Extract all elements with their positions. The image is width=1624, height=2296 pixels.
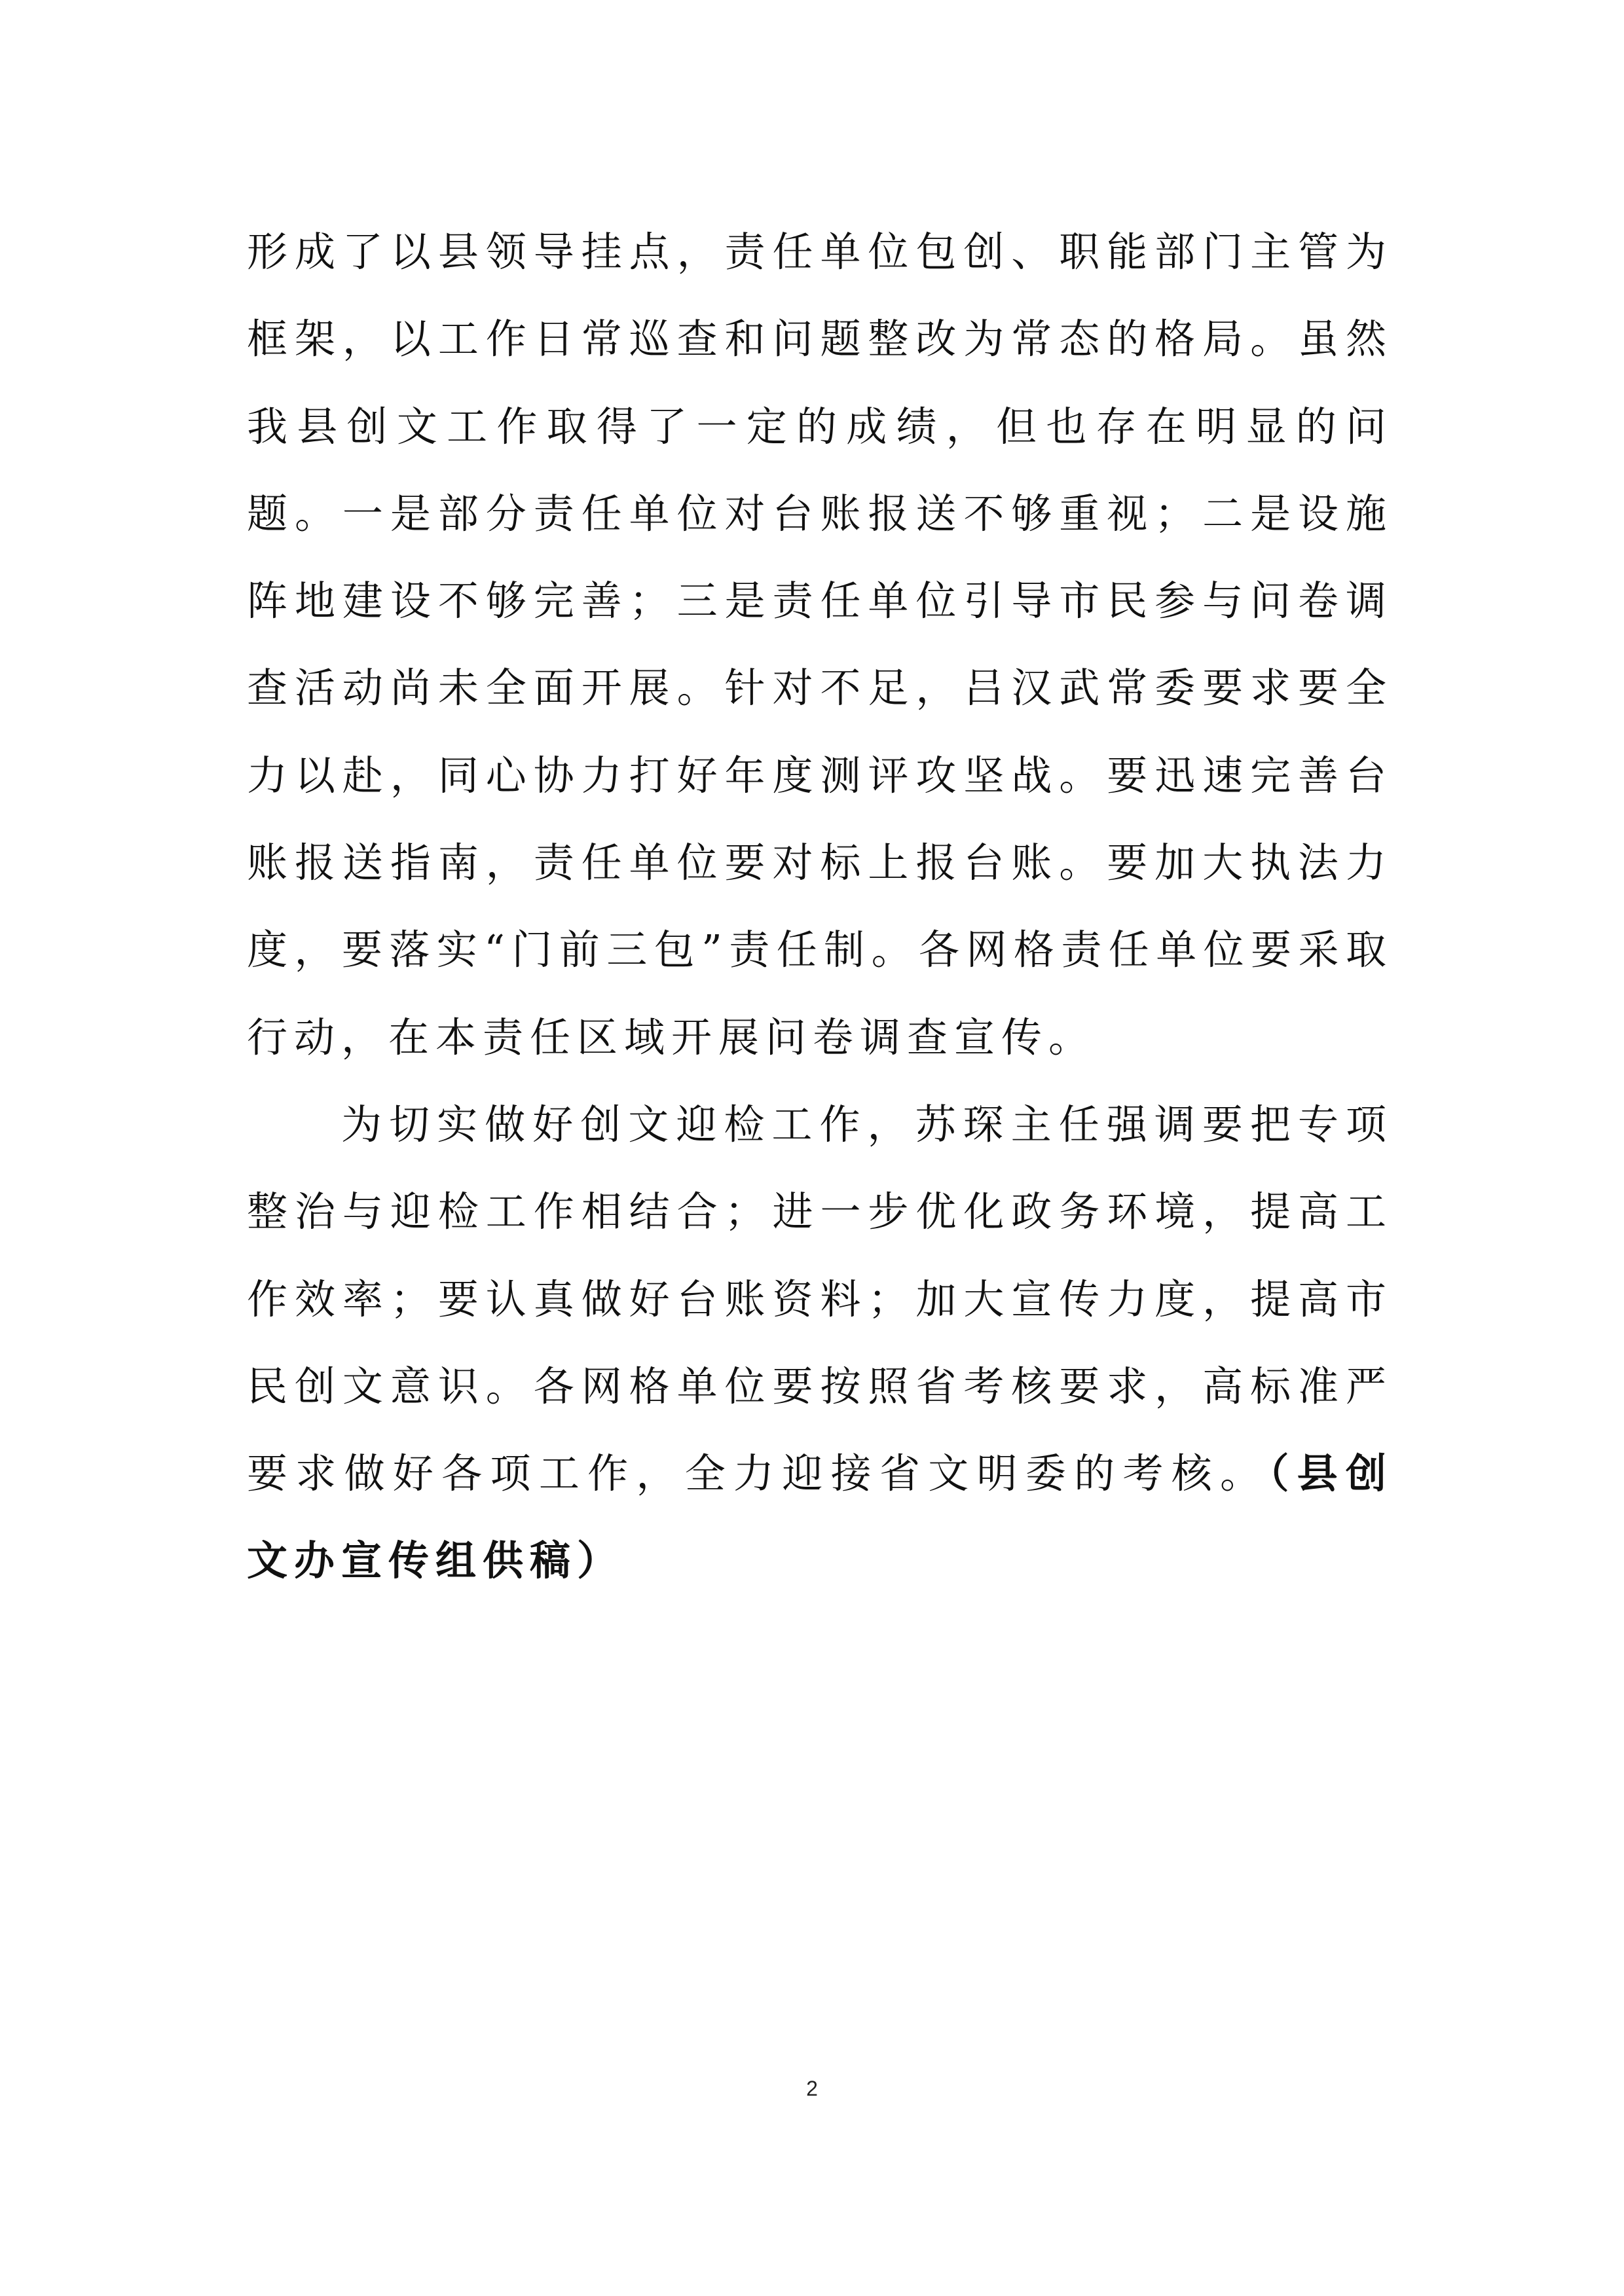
paragraph-1: 形成了以县领导挂点，责任单位包创、职能部门主管为框架，以工作日常巡查和问题整改为常态的格局。虽然我县创文工作取得了一定的成绩，但也存在明显的问题。一是部分责任单位对台账报送不够重视；二是设施阵地建设不够完善；三是责任单位引导市民参与问卷调查活动尚未全面开展。针对不足，吕汉武常委要求要全力以赴，同心协力打好年度测评攻坚战。要迅速完善台账报送指南，责任单位要对标上报台账。要加大执法力度，要落实“门前三包”责任制。各网格责任单位要采取行动，在本责任区域开展问卷调查宣传。 <box>247 228 1393 1061</box>
paragraph-2 <box>247 1081 1393 1605</box>
paragraph-2-text: 为切实做好创文迎检工作，苏琛主任强调要把专项整治与迎检工作相结合；进一步优化政务环境，提高工作效率；要认真做好台账资料；加大宣传力度，提高市民创文意识。各网格单位要按照省考核要求，高标准严要求做好各项工作，全力迎接省文明委的考核。 <box>247 1100 1393 1498</box>
page-number: 2 <box>806 2077 818 2100</box>
document-body <box>247 208 1393 1605</box>
source-signature: （县创文办宣传组供稿） <box>247 1449 1393 1585</box>
